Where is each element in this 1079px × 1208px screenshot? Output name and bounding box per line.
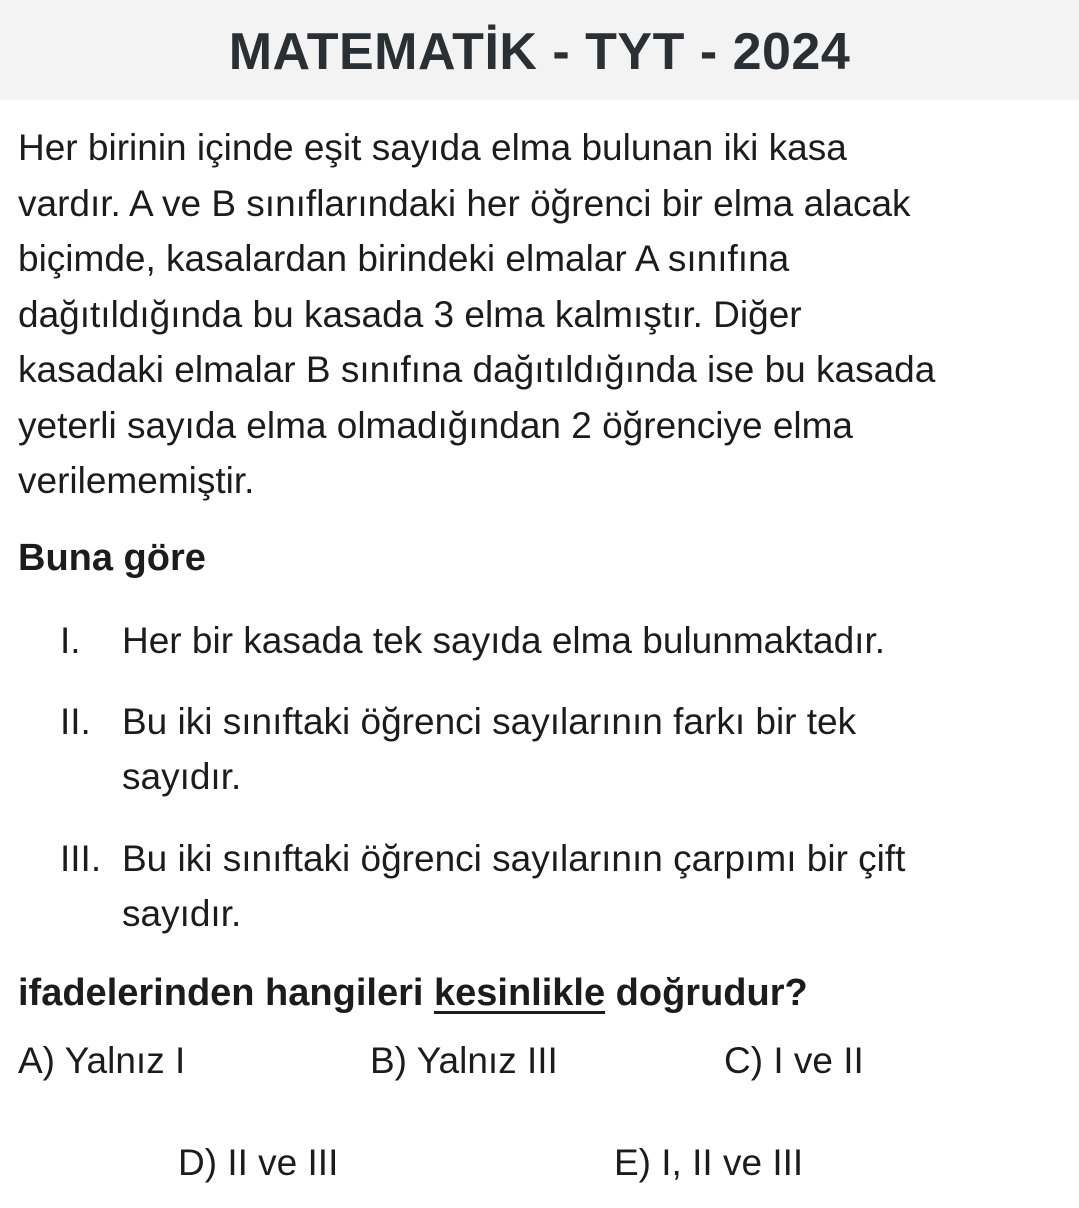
question-after: doğrudur? — [605, 972, 808, 1014]
statement-line: Bu iki sınıftaki öğrenci sayılarının çarpımı bir çift — [122, 838, 906, 879]
statement-line: Bu iki sınıftaki öğrenci sayılarının farkı bir tek — [122, 701, 857, 742]
statement-text — [122, 694, 856, 804]
problem-line: verilememiştir. — [18, 460, 255, 501]
lead-text: Buna göre — [18, 537, 206, 579]
statement-text — [122, 613, 885, 668]
problem-line: kasadaki elmalar B sınıfına dağıtıldığında ise bu kasada — [18, 349, 936, 390]
statement-3 — [60, 831, 905, 941]
option-c[interactable]: C) I ve II — [724, 1040, 864, 1081]
statement-number: II. — [60, 701, 91, 742]
statement-line: Her bir kasada tek sayıda elma bulunmaktadır. — [122, 620, 885, 661]
problem-line: yeterli sayıda elma olmadığından 2 öğrenciye elma — [18, 404, 854, 446]
statement-line: sayıdır. — [122, 893, 242, 934]
statement-line: sayıdır. — [122, 756, 242, 797]
statement-2 — [60, 694, 856, 804]
statement-number: III. — [60, 838, 102, 879]
problem-line: Her birinin içinde eşit sayıda elma bulunan iki kasa — [18, 127, 847, 168]
question-text — [18, 972, 808, 1015]
problem-text — [18, 120, 1068, 509]
statement-1 — [60, 613, 885, 668]
option-d[interactable]: D) II ve III — [178, 1142, 339, 1183]
question-before: ifadelerinden hangileri — [18, 972, 434, 1014]
statement-number: I. — [60, 620, 81, 661]
page-title: MATEMATİK - TYT - 2024 — [228, 23, 851, 81]
option-a[interactable]: A) Yalnız I — [18, 1040, 186, 1081]
option-b[interactable]: B) Yalnız III — [370, 1040, 558, 1081]
problem-line: vardır. A ve B sınıflarındaki her öğrenci bir elma alacak — [18, 182, 911, 224]
problem-line: dağıtıldığında bu kasada 3 elma kalmıştır. Diğer — [18, 293, 802, 335]
problem-line: biçimde, kasalardan birindeki elmalar A sınıfına — [18, 238, 790, 279]
question-emphasis: kesinlikle — [433, 972, 606, 1014]
statement-text — [122, 831, 905, 941]
header-bar — [0, 0, 1079, 100]
option-e[interactable]: E) I, II ve III — [614, 1142, 804, 1183]
